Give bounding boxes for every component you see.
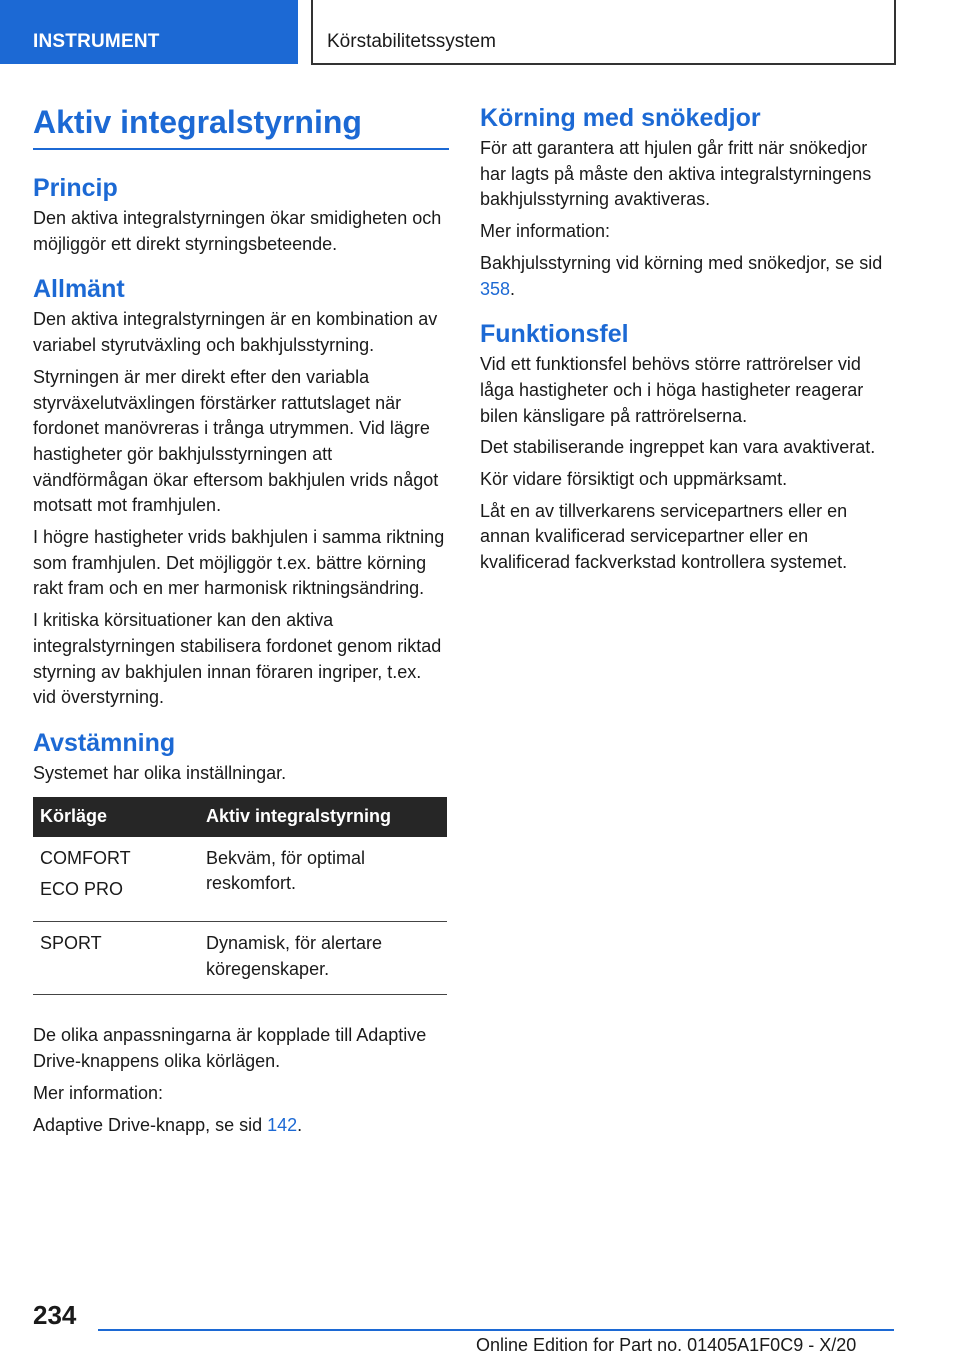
paragraph: Mer information: <box>480 221 611 242</box>
right-column <box>480 100 896 592</box>
section-funktionsfel <box>480 318 896 576</box>
page-title: Aktiv integralstyrning <box>33 100 449 150</box>
section-princip <box>33 172 449 257</box>
cross-reference <box>33 1113 449 1139</box>
mode-comfort: COMFORT <box>40 847 131 868</box>
reference-text: Bakhjulsstyrning vid körning med snökedjor, se sid <box>480 252 883 273</box>
paragraph: I kritiska körsituationer kan den aktiva integralstyrningen stabilisera fordonet genom riktad styrning av bakhjulen innan föraren ingriper, t.ex. vid överstyrning. <box>33 610 442 708</box>
footer-divider <box>98 1329 894 1331</box>
paragraph: Kör vidare försiktigt och uppmärksamt. <box>480 469 788 490</box>
paragraph: Det stabiliserande ingreppet kan vara avaktiverat. <box>480 437 876 458</box>
reference-end: . <box>297 1114 303 1135</box>
column-header-steering: Aktiv integralstyrning <box>199 797 447 837</box>
chapter-title: Körstabilitetssystem <box>311 0 896 65</box>
heading-allmant: Allmänt <box>33 275 125 304</box>
paragraph: För att garantera att hjulen går fritt när snökedjor har lagts på måste den aktiva integralstyrningens bakhjulsstyrning avaktiveras. <box>480 138 872 210</box>
heading-snokedjor: Körning med snökedjor <box>480 104 761 132</box>
cross-reference <box>480 251 896 302</box>
mode-sport: SPORT <box>40 933 102 954</box>
page-link-358[interactable]: 358 <box>480 278 511 299</box>
page-link-142[interactable]: 142 <box>267 1114 298 1135</box>
paragraph: I högre hastigheter vrids bakhjulen i samma riktning som framhjulen. Det möjliggör t.ex. bättre körning rakt fram och en mer harmonisk riktningsändring. <box>33 527 445 599</box>
heading-funktionsfel: Funktionsfel <box>480 320 629 349</box>
table-row <box>33 922 447 995</box>
paragraph: Styrningen är mer direkt efter den variabla styrväxelutväxlingen förstärker rattutslaget när fordonet manövreras i trånga utrymmen. Vid lägre hastigheter gör bakhjulsstyrningen att vändförmågan ökar eftersom bakhjulen vrids något motsatt mot framhjulen. <box>33 366 439 516</box>
table-row <box>33 837 447 922</box>
section-allmant <box>33 273 449 711</box>
reference-end: . <box>510 278 516 299</box>
paragraph: Mer information: <box>33 1082 164 1103</box>
mode-eco-pro: ECO PRO <box>40 879 124 900</box>
section-snokedjor <box>480 102 896 302</box>
table-cell-mode <box>33 922 199 995</box>
table-cell-description: Bekväm, för optimal reskomfort. <box>199 837 447 922</box>
page-number: 234 <box>33 1300 77 1330</box>
table-cell-description: Dynamisk, för alertare köregenskaper. <box>199 922 447 995</box>
edition-info: Online Edition for Part no. 01405A1F0C9 - X/20 <box>476 1335 857 1355</box>
section-avstamning <box>33 727 449 1138</box>
drive-mode-table <box>33 797 447 996</box>
column-header-mode: Körläge <box>33 797 199 837</box>
reference-text: Adaptive Drive-knapp, se sid <box>33 1114 268 1135</box>
paragraph: Den aktiva integralstyrningen är en kombination av variabel styrutväxling och bakhjulsstyrning. <box>33 309 438 356</box>
left-column <box>33 100 449 1144</box>
paragraph: Den aktiva integralstyrningen ökar smidigheten och möjliggör ett direkt styrningsbeteende. <box>33 208 442 254</box>
paragraph: Systemet har olika inställningar. <box>33 762 287 783</box>
table-cell-mode <box>33 837 199 922</box>
paragraph: Låt en av tillverkarens servicepartners eller en annan kvalificerad servicepartner eller en kvalificerad fackverkstad kontrollera systemet. <box>480 500 848 573</box>
table-header-row <box>33 797 447 837</box>
heading-princip: Princip <box>33 174 118 202</box>
heading-avstamning: Avstämning <box>33 728 176 757</box>
section-tab: INSTRUMENT <box>0 0 298 64</box>
paragraph: De olika anpassningarna är kopplade till Adaptive Drive-knappens olika körlägen. <box>33 1025 427 1072</box>
paragraph: Vid ett funktionsfel behövs större rattrörelser vid låga hastigheter och i höga hastigheter reagerar bilen känsligare på rattrörelserna. <box>480 354 864 426</box>
